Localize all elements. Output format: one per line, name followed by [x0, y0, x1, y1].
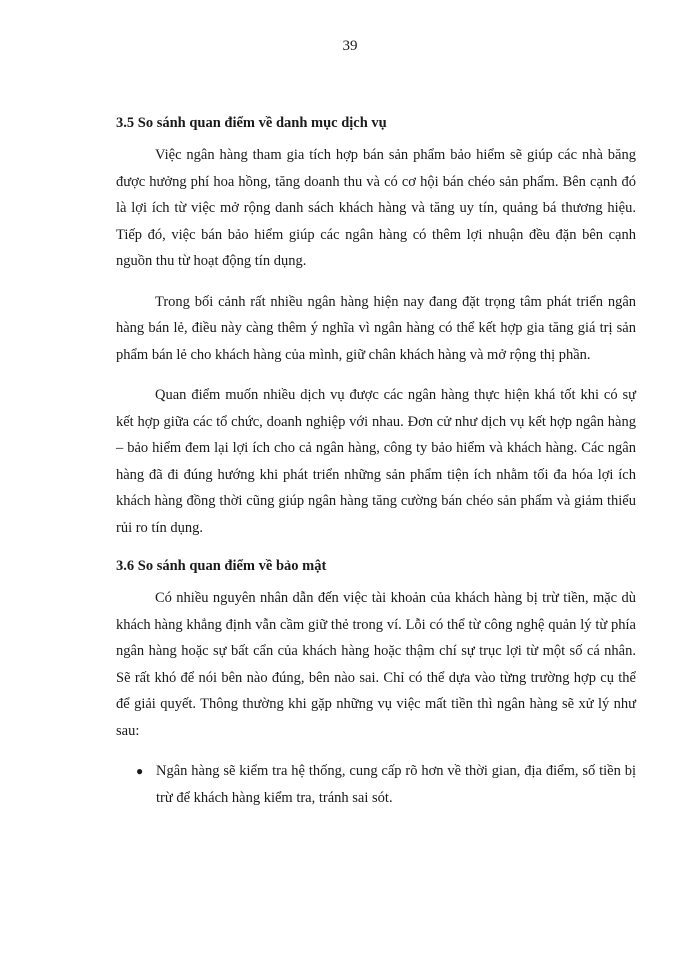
section-heading-3-5: 3.5 So sánh quan điểm về danh mục dịch vụ: [116, 115, 387, 131]
bullet-icon: ●: [136, 764, 144, 778]
page-number: 39: [342, 38, 358, 54]
paragraph: Quan điểm muốn nhiều dịch vụ được các ngân hàng thực hiện khá tốt khi có sự kết hợp giữa các tổ chức, doanh nghiệp với nhau. Đơn cử như dịch vụ kết hợp ngân hàng – bảo hiểm đem lại lợi ích cho cả ngân hàng, công ty bảo hiểm và khách hàng. Các ngân hàng đã đi đúng hướng khi phát triển những sản phẩm tiện ích nhằm tối đa hóa lợi ích khách hàng đồng thời cũng giúp ngân hàng tăng cường bán chéo sản phẩm và giảm thiểu rủi ro tín dụng.: [116, 387, 636, 536]
paragraph: Trong bối cảnh rất nhiều ngân hàng hiện nay đang đặt trọng tâm phát triển ngân hàng bán lẻ, điều này càng thêm ý nghĩa vì ngân hàng có thể kết hợp gia tăng giá trị sản phẩm bán lẻ cho khách hàng của mình, giữ chân khách hàng và mở rộng thị phần.: [116, 293, 636, 363]
paragraph: Có nhiều nguyên nhân dẫn đến việc tài khoản của khách hàng bị trừ tiền, mặc dù khách hàng khẳng định vẫn cầm giữ thẻ trong ví. Lỗi có thể từ công nghệ quản lý từ phía ngân hàng hoặc sự bất cẩn của khách hàng hoặc thậm chí sự trục lợi từ một số cá nhân. Sẽ rất khó để nói bên nào đúng, bên nào sai. Chỉ có thể dựa vào từng trường hợp cụ thể để giải quyết. Thông thường khi gặp những vụ việc mất tiền thì ngân hàng sẽ xử lý như sau:: [116, 590, 636, 739]
section-heading-3-6: 3.6 So sánh quan điểm về bảo mật: [116, 558, 327, 574]
list-item: [116, 758, 636, 811]
bullet-list: [116, 758, 636, 811]
paragraph: Việc ngân hàng tham gia tích hợp bán sản phẩm bảo hiểm sẽ giúp các nhà băng được hưởng phí hoa hồng, tăng doanh thu và có cơ hội bán chéo sản phẩm. Bên cạnh đó là lợi ích từ việc mở rộng danh sách khách hàng và tăng uy tín, quảng bá thương hiệu. Tiếp đó, việc bán bảo hiểm giúp các ngân hàng có thêm lợi nhuận đều đặn bên cạnh nguồn thu từ hoạt động tín dụng.: [116, 147, 636, 269]
list-item-text: Ngân hàng sẽ kiểm tra hệ thống, cung cấp rõ hơn về thời gian, địa điểm, số tiền bị trừ để khách hàng kiểm tra, tránh sai sót.: [156, 763, 636, 806]
document-body: [116, 112, 636, 811]
